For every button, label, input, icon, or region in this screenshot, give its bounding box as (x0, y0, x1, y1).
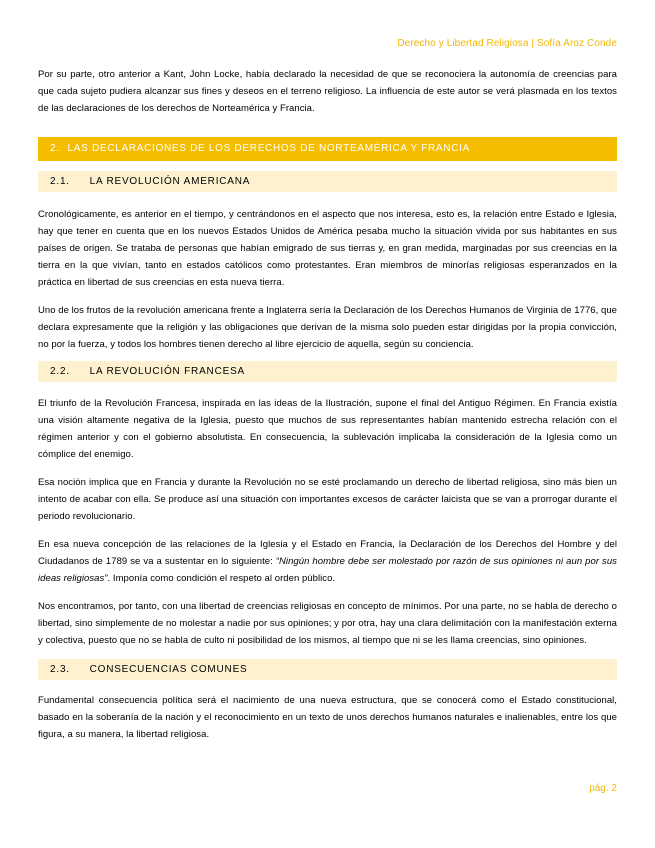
paragraph-common-1: Fundamental consecuencia política será el nacimiento de una nueva estructura, que se conocerá como el Estado constitucional, basado en la soberanía de la nación y el reconocimiento en un texto de unos derechos humanos naturales e inalienables, entre los que figura, a su manera, la libertad religiosa. (38, 695, 617, 740)
paragraph-american-1: Cronológicamente, es anterior en el tiempo, y centrándonos en el aspecto que nos interesa, esto es, la relación entre Estado e Iglesia, hay que tener en cuenta que en los nuevos Estados Unidos de América pesaba mucho la situación vivida por sus habitantes en sus países de origen. Se trataba de personas que habían emigrado de sus tierras y, en gran medida, marginadas por sus creencias en la tierra en la que vivían, tanto en estados católicos como protestantes. Eran miembros de minorías religiosas esperanzados en la práctica en libertad de sus creencias en esta nueva tierra. (38, 209, 617, 288)
paragraph-intro: Por su parte, otro anterior a Kant, John Locke, había declarado la necesidad de que se reconociera la autonomía de creencias para que cada sujeto pudiera alcanzar sus fines y deseos en el terreno religioso. La influencia de este autor se verá plasmada en los textos de las declaraciones de los derechos de Norteamérica y Francia. (38, 69, 617, 114)
paragraph-french-3 (38, 536, 617, 587)
paragraph-american-2: Uno de los frutos de la revolución americana frente a Inglaterra sería la Declaración de los Derechos Humanos de Virginia de 1776, que declara expresamente que la religión y las obligaciones que derivan de la misma solo pueden estar dirigidas por la propia convicción, no por la fuerza, y todos los hombres tienen derecho al libre ejercicio de aquella, según su conciencia. (38, 305, 617, 350)
paragraph-french-1: El triunfo de la Revolución Francesa, inspirada en las ideas de la Ilustración, supone el final del Antiguo Régimen. En Francia existía una visión altamente negativa de la Iglesia, puesto que muchos de sus representantes habían mantenido estrecha relación con el régimen anterior y con el gobierno absolutista. En consecuencia, la sublevación implicaba la consideración de la Iglesia como un cómplice del enemigo. (38, 398, 617, 460)
page-body (38, 66, 617, 743)
paragraph-french-2: Esa noción implica que en Francia y durante la Revolución no se esté proclamando un derecho de libertad religiosa, sino más bien un intento de acabar con ella. Se produce así una situación con importantes excesos de carácter laicista que se van a prorrogar durante el periodo revolucionario. (38, 477, 617, 522)
section-number: 2. (50, 143, 60, 154)
subsection-title: LA REVOLUCIÓN FRANCESA (89, 366, 246, 377)
subsection-number: 2.1. (50, 176, 70, 187)
subsection-number: 2.3. (50, 664, 70, 675)
page-number: pág. 2 (589, 783, 617, 794)
declaration-quote: “Ningún hombre debe ser molestado por razón de sus opiniones ni aun por sus ideas religiosas” (38, 556, 617, 584)
subsection-title: LA REVOLUCIÓN AMERICANA (89, 176, 251, 187)
section-title: LAS DECLARACIONES DE LOS DERECHOS DE NORTEAMÉRICA Y FRANCIA (67, 143, 470, 154)
subsection-title: CONSECUENCIAS COMUNES (89, 664, 248, 675)
subsection-heading-2-2 (38, 361, 617, 382)
subsection-heading-2-1 (38, 171, 617, 192)
text-run: En esa nueva concepción de las relaciones de la Iglesia y el Estado en Francia, la Declaración de los Derechos del Hombre y del Ciudadanos de 1789 se va a sustentar en lo siguiente: (38, 539, 617, 567)
subsection-number: 2.2. (50, 366, 70, 377)
subsection-heading-2-3 (38, 659, 617, 680)
text-run: . Imponía como condición el respeto al orden público. (107, 573, 336, 584)
section-heading-2 (38, 137, 617, 161)
paragraph-french-4: Nos encontramos, por tanto, con una libertad de creencias religiosas en concepto de mínimos. Por una parte, no se habla de derecho o libertad, sino simplemente de no molestar a nadie por sus opiniones; y por otra, hay una clara delimitación con la manifestación externa y colectiva, puesto que no se habla de culto ni posibilidad de los mismos, al tiempo que ni se les llama creencias, sino opiniones. (38, 601, 617, 646)
running-header: Derecho y Libertad Religiosa | Sofía Aroz Conde (397, 38, 617, 49)
